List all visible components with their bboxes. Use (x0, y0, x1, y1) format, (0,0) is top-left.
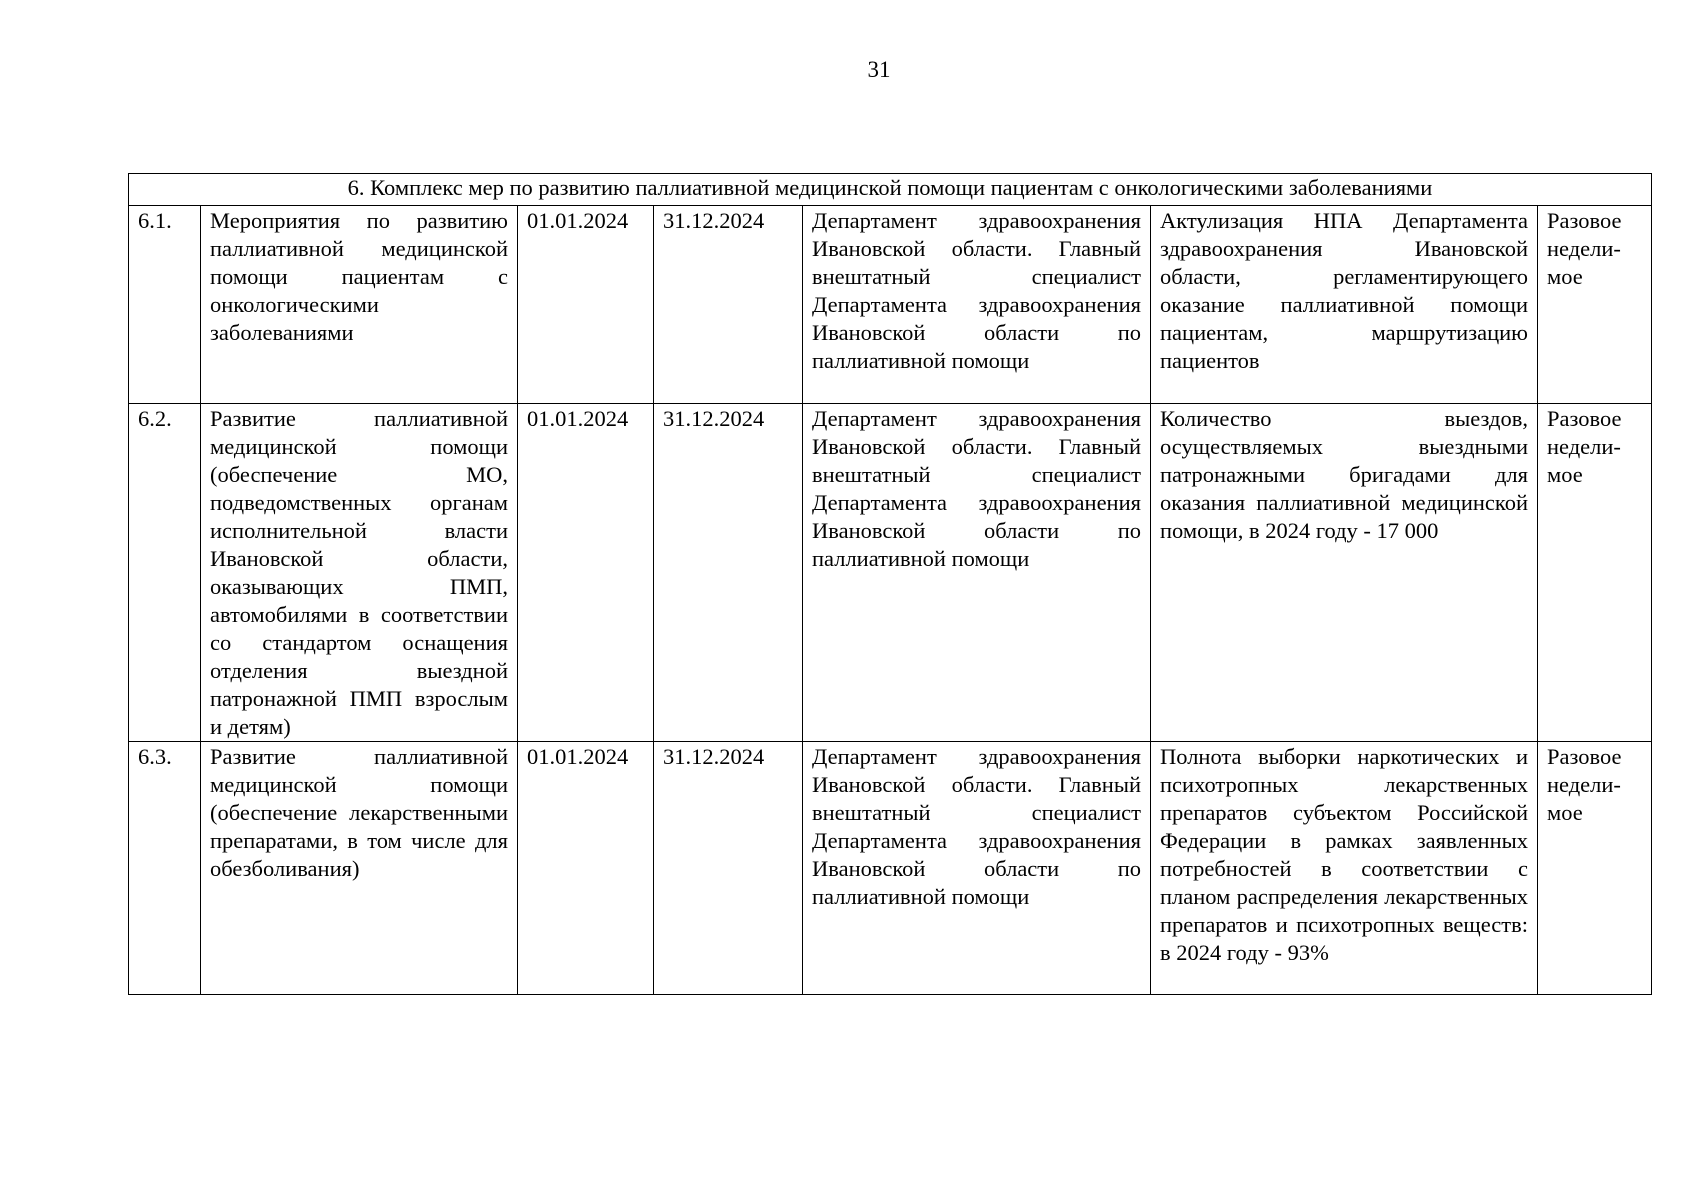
result-cell: Актулизация НПА Департамента здравоохранения Ивановской области, регламентирующего оказание паллиативной помощи пациентам, маршрутизацию пациентов (1151, 206, 1538, 404)
table-row (129, 404, 1652, 742)
start-date-cell: 01.01.2024 (518, 742, 654, 995)
end-date-cell: 31.12.2024 (654, 404, 803, 742)
start-date-cell: 01.01.2024 (518, 206, 654, 404)
type-cell: Разовое недели-мое (1538, 742, 1652, 995)
result-cell: Количество выездов, осуществляемых выездными патронажными бригадами для оказания паллиативной медицинской помощи, в 2024 году - 17 000 (1151, 404, 1538, 742)
type-cell: Разовое недели-мое (1538, 206, 1652, 404)
responsible-cell: Департамент здравоохранения Ивановской области. Главный внештатный специалист Департамента здравоохранения Ивановской области по паллиативной помощи (803, 206, 1151, 404)
table-row (129, 742, 1652, 995)
row-number: 6.1. (129, 206, 201, 404)
event-cell: Мероприятия по развитию паллиативной медицинской помощи пациентам с онкологическими заболеваниями (201, 206, 518, 404)
section-title: 6. Комплекс мер по развитию паллиативной медицинской помощи пациентам с онкологическими заболеваниями (129, 174, 1652, 206)
section-header-row (129, 174, 1652, 206)
start-date-cell: 01.01.2024 (518, 404, 654, 742)
end-date-cell: 31.12.2024 (654, 206, 803, 404)
result-cell: Полнота выборки наркотических и психотропных лекарственных препаратов субъектом Российской Федерации в рамках заявленных потребностей в соответствии с планом распределения лекарственных препаратов и психотропных веществ: в 2024 году - 93% (1151, 742, 1538, 995)
row-number: 6.3. (129, 742, 201, 995)
responsible-cell: Департамент здравоохранения Ивановской области. Главный внештатный специалист Департамента здравоохранения Ивановской области по паллиативной помощи (803, 742, 1151, 995)
row-number: 6.2. (129, 404, 201, 742)
end-date-cell: 31.12.2024 (654, 742, 803, 995)
event-cell: Развитие паллиативной медицинской помощи (обеспечение лекарственными препаратами, в том числе для обезболивания) (201, 742, 518, 995)
measures-table (128, 173, 1652, 995)
page-number: 31 (867, 57, 891, 82)
table-row (129, 206, 1652, 404)
responsible-cell: Департамент здравоохранения Ивановской области. Главный внештатный специалист Департамента здравоохранения Ивановской области по паллиативной помощи (803, 404, 1151, 742)
event-cell: Развитие паллиативной медицинской помощи (обеспечение МО, подведомственных органам исполнительной власти Ивановской области, оказывающих ПМП, автомобилями в соответствии со стандартом оснащения отделения выездной патронажной ПМП взрослым и детям) (201, 404, 518, 742)
type-cell: Разовое недели-мое (1538, 404, 1652, 742)
